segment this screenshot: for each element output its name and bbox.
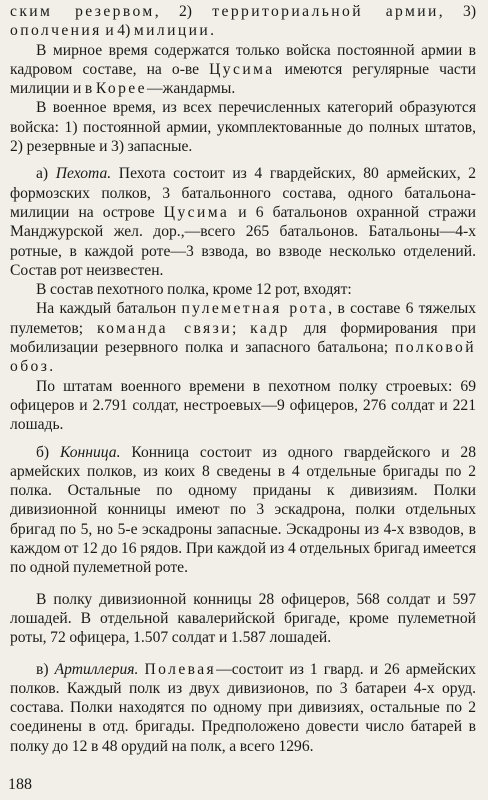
text-run: б)	[36, 443, 60, 461]
text-run: команда связи	[96, 319, 232, 337]
paragraph-wartime-staff: По штатам военного времени в пехотном полку строевых: 69 офицеров и 2.791 солдат, нестроевых—9 офицеров, 276 солдат и 221 лошадь.	[10, 377, 476, 434]
text-run: Конница состоит из одного гвардейского и 28 армейских полков, из коих 8 сведены в 4 отдельные бригады по 2 полка. Остальные по одному приданы к дивизиям. Полки дивизионной конницы имеют по 3 эскадрона, полки отдельных бригад по 5, но 5-е эскадроны запасные. Эскадроны из 4-х взводов, в каждом от 12 до 16 рядов. При каждой из 4 отдельных бригад имеется по одной пулеметной роте.	[10, 443, 476, 577]
paragraph-artillery	[10, 660, 476, 756]
text-run: , 3)	[438, 3, 477, 20]
text-run: имеются регулярные части милиции и в	[10, 60, 476, 98]
text-run: .	[210, 22, 214, 40]
text-run: , в составе 6 тяжелых пулеметов;	[10, 300, 476, 337]
text-run: , 2)	[154, 3, 213, 20]
text-run: —жандармы.	[146, 80, 236, 98]
text-run: —состоит из 1 гвард. и 26 армейских полков. Каждый полк из двух дивизионов, по 3 батареи 4-х оруд. состава. Полки находятся по одному при дивизиях, остальные по 2 соединены в отд. бригады. Предположено довести число батарей в полку до 12 в 48 орудий на полк, а всего 1296.	[10, 660, 476, 755]
paragraph-regiment-composition: В состав пехотного полка, кроме 12 рот, входят:	[36, 281, 352, 299]
paragraph-cavalry	[10, 443, 476, 578]
text-run: ;	[231, 319, 251, 337]
text-run: Пехота состоит из 4 гвардейских, 80 армейских, 2 формозских полков, 3 батальонного состава, одного батальона-милиции на острове	[10, 165, 477, 221]
paragraph-infantry	[10, 164, 476, 280]
paragraph-regiment-units	[10, 299, 476, 376]
section-heading-infantry: Пехота.	[55, 165, 112, 183]
text-run: территориальной армии	[212, 3, 439, 20]
text-run: и 6 батальонов охранной стражи Манджурской жел. дор.,—всего 265 батальонов. Батальоны—4-х ротные, в каждой роте—3 взвода, во взводе несколько отделений. Состав рот неизвестен.	[10, 203, 476, 279]
paragraph-peacetime	[10, 41, 476, 99]
text-run: На каждый батальон	[36, 300, 182, 318]
text-run: ополчения	[10, 22, 102, 40]
paragraph-reserve-categories	[10, 2, 476, 41]
text-run: а)	[36, 165, 56, 183]
text-run: в)	[36, 660, 55, 678]
text-run: Корее	[95, 80, 147, 98]
paragraph-wartime: В военное время, из всех перечисленных категорий образуются войска: 1) постоянной армии, укомплектованные до полных штатов, 2) резервные и 3) запасные.	[10, 99, 476, 156]
text-run: Полевая	[144, 660, 217, 678]
text-run: .	[49, 358, 54, 376]
text-run: кадр	[250, 319, 290, 337]
book-page	[10, 2, 476, 798]
section-heading-cavalry: Конница.	[59, 443, 121, 461]
text-run: ским резервом	[10, 3, 155, 20]
text-run: для формирования при мобилизации резервного полка и запасного батальона;	[10, 319, 476, 357]
text-run: Цусима	[163, 203, 230, 221]
paragraph-cavalry-staff: В полку дивизионной конницы 28 офицеров, 568 солдат и 597 лошадей. В отдельной кавалерийской бригаде, кроме пулеметной роты, 72 офицера, 1.507 солдат и 1.587 лошадей.	[10, 590, 476, 647]
text-run: и 4)	[101, 22, 134, 40]
text-run: Цусима	[209, 60, 275, 78]
text-run: милиции	[133, 22, 211, 40]
page-number: 188	[8, 776, 32, 793]
text-run: В мирное время содержатся только войска постоянной армии в кадровом составе, на о-ве	[10, 41, 476, 78]
text-run: пулеметная рота	[181, 300, 329, 318]
text-run: полковой обоз	[10, 339, 476, 376]
section-heading-artillery: Артиллерия.	[54, 660, 139, 678]
